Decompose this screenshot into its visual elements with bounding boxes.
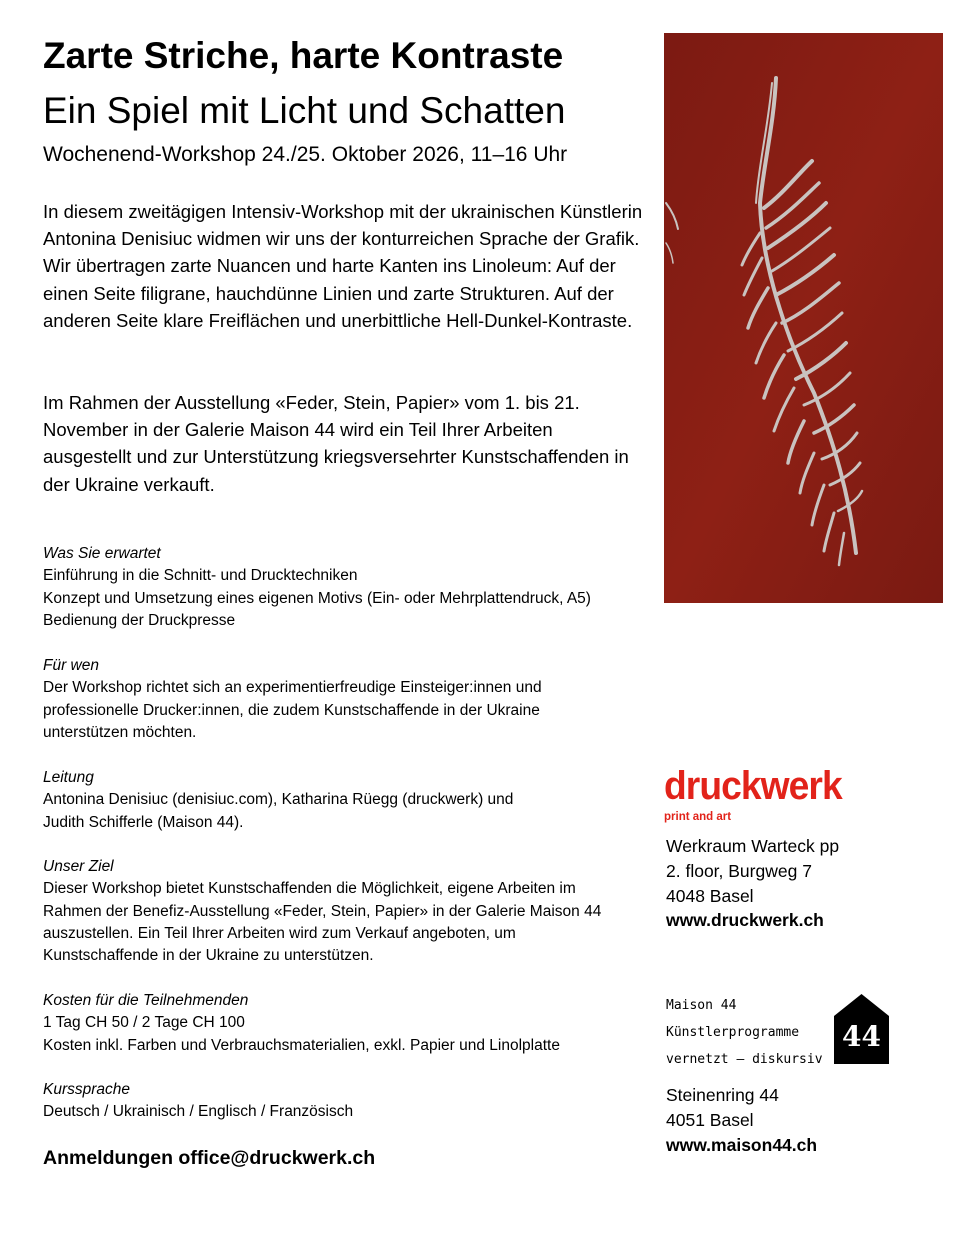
- list-item: Einführung in die Schnitt- und Drucktechniken: [43, 567, 358, 585]
- section-expect: [43, 543, 643, 632]
- linocut-feather-image: [664, 33, 943, 603]
- section-costs: [43, 990, 643, 1057]
- maison44-address: [666, 1083, 817, 1157]
- section-heading: Kosten für die Teilnehmenden: [43, 992, 249, 1009]
- registration-contact: Anmeldungen office@druckwerk.ch: [43, 1147, 376, 1169]
- address-line: 4051 Basel: [666, 1109, 754, 1130]
- section-heading: Leitung: [43, 769, 94, 786]
- list-item: Judith Schifferle (Maison 44).: [43, 813, 244, 831]
- maison44-icon-number: 44: [842, 1020, 881, 1053]
- druckwerk-logo-word: druckwerk: [664, 764, 842, 808]
- section-language: [43, 1079, 643, 1124]
- druckwerk-website-link[interactable]: www.druckwerk.ch: [666, 910, 824, 931]
- maison44-house-icon: [834, 994, 889, 1064]
- section-heading: Was Sie erwartet: [43, 545, 161, 562]
- section-lead: [43, 767, 643, 834]
- maison44-tagline: Künstlerprogramme: [666, 1025, 800, 1040]
- list-item: Konzept und Umsetzung eines eigenen Motivs (Ein- oder Mehrplattendruck, A5): [43, 589, 591, 607]
- list-item: Antonina Denisiuc (denisiuc.com), Katharina Rüegg (druckwerk) und: [43, 791, 514, 809]
- address-line: Werkraum Warteck pp: [666, 836, 840, 856]
- maison44-website-link[interactable]: www.maison44.ch: [666, 1134, 818, 1155]
- list-item: Kosten inkl. Farben und Verbrauchsmaterialien, exkl. Papier und Linolplatte: [43, 1036, 560, 1054]
- druckwerk-address: [666, 834, 839, 933]
- maison44-tagline: vernetzt – diskursiv: [666, 1052, 823, 1067]
- workshop-date: Wochenend-Workshop 24./25. Oktober 2026, 11–16 Uhr: [43, 143, 568, 166]
- section-heading: Unser Ziel: [43, 858, 114, 875]
- section-heading: Kurssprache: [43, 1081, 131, 1098]
- section-text: Dieser Workshop bietet Kunstschaffenden die Möglichkeit, eigene Arbeiten im Rahmen der Benefiz-Ausstellung «Feder, Stein, Papier» in der Galerie Maison 44 auszustellen. Ein Teil Ihrer Arbeiten wird zum Verkauf angeboten, um Kunstschaffende in der Ukraine zu unterstützen.: [43, 880, 602, 965]
- address-line: 2. floor, Burgweg 7: [666, 860, 812, 881]
- maison44-logo-text: [666, 992, 823, 1073]
- maison44-name: Maison 44: [666, 998, 737, 1013]
- address-line: 4048 Basel: [666, 885, 754, 906]
- section-heading: Für wen: [43, 657, 99, 674]
- list-item: 1 Tag CH 50 / 2 Tage CH 100: [43, 1014, 245, 1032]
- section-text: Deutsch / Ukrainisch / Englisch / Französisch: [43, 1103, 354, 1121]
- list-item: Bedienung der Druckpresse: [43, 611, 236, 629]
- druckwerk-logo: [664, 764, 844, 824]
- page-subtitle: Ein Spiel mit Licht und Schatten: [43, 90, 566, 131]
- section-audience: [43, 655, 603, 744]
- address-line: Steinenring 44: [666, 1085, 779, 1105]
- exhibition-paragraph: Im Rahmen der Ausstellung «Feder, Stein, Papier» vom 1. bis 21. November in der Galerie Maison 44 wird ein Teil Ihrer Arbeiten ausgestellt und zur Unterstützung kriegsversehrter Kunstschaffenden in der Ukraine verkauft.: [43, 392, 629, 495]
- section-text: Der Workshop richtet sich an experimentierfreudige Einsteiger:innen und professionelle Drucker:innen, die zudem Kunstschaffende in der Ukraine unterstützen möchten.: [43, 679, 542, 741]
- page-title: Zarte Striche, harte Kontraste: [43, 35, 564, 76]
- section-goal: [43, 856, 633, 967]
- intro-paragraph: In diesem zweitägigen Intensiv-Workshop mit der ukrainischen Künstlerin Antonina Denisiuc widmen wir uns der konturreichen Sprache der Grafik. Wir übertragen zarte Nuancen und harte Kanten ins Linoleum: Auf der einen Seite filigrane, hauchdünne Linien und zarte Strukturen. Auf der anderen Seite klare Freiflächen und unerbittliche Hell-Dunkel-Kontraste.: [43, 201, 643, 331]
- druckwerk-logo-tagline: print and art: [664, 811, 732, 823]
